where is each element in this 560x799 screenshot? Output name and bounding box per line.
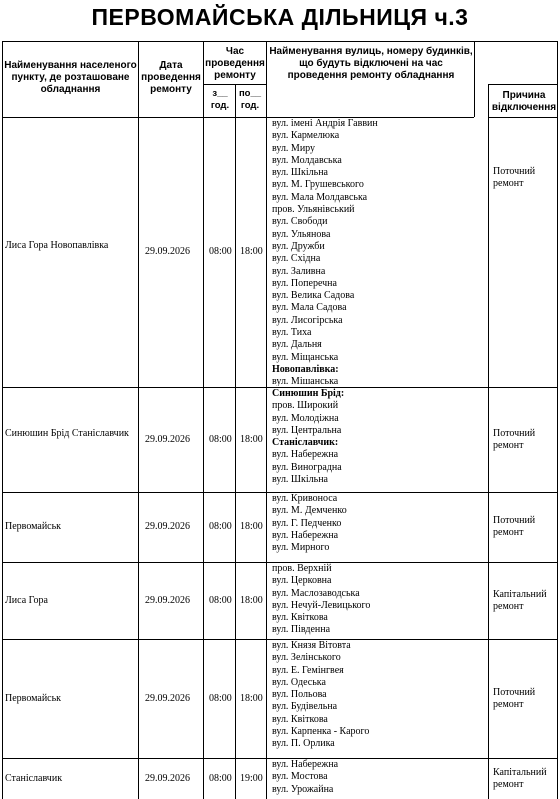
street-item: вул. Г. Педченко xyxy=(272,517,342,529)
street-item: вул. Міщанська xyxy=(272,351,339,363)
street-item: вул. Набережна xyxy=(272,529,339,541)
table-hline xyxy=(2,387,558,388)
from-time-cell: 08:00 xyxy=(209,246,232,257)
street-item: Синюшин Брід: xyxy=(272,388,345,399)
reason-cell: Поточний ремонт xyxy=(493,166,536,189)
street-item: пров. Верхній xyxy=(272,563,332,574)
street-item: вул. Шкільна xyxy=(272,474,328,486)
street-item: вул. Молодіжна xyxy=(272,412,339,424)
table-hline xyxy=(2,562,558,563)
table-vline xyxy=(266,41,267,799)
table-vline xyxy=(557,41,558,799)
street-item: вул. Мирного xyxy=(272,542,330,554)
to-time-cell: 18:00 xyxy=(240,692,263,704)
street-item: вул. Мала Садова xyxy=(272,302,347,314)
street-item: вул. Маслозаводська xyxy=(272,587,360,599)
header-to: по__ год. xyxy=(238,88,262,111)
street-item: вул. Князя Вітовта xyxy=(272,640,351,651)
table-vline xyxy=(138,41,139,799)
header-date: Дата проведення ремонту xyxy=(141,60,201,95)
page-title: ПЕРВОМАЙСЬКА ДІЛЬНИЦЯ ч.3 xyxy=(91,4,469,30)
street-item: вул. Нечуй-Левицького xyxy=(272,599,371,611)
date-cell: 29.09.2026 xyxy=(145,246,190,257)
table-hline xyxy=(488,84,558,85)
to-time-cell: 18:00 xyxy=(240,433,263,445)
street-item: вул. Одеська xyxy=(272,676,326,688)
date-cell: 29.09.2026 xyxy=(145,692,190,704)
reason-cell: Поточний ремонт xyxy=(493,515,536,538)
street-item: вул. Карпенка - Карого xyxy=(272,726,370,738)
street-item: вул. Свободи xyxy=(272,216,328,228)
from-time-cell: 08:00 xyxy=(209,433,232,445)
table-vline xyxy=(203,41,204,799)
settlement-cell: Первомайськ xyxy=(5,521,62,532)
street-item: вул. Мала Молдавська xyxy=(272,191,368,203)
table-hline xyxy=(2,117,474,118)
street-item: вул. М. Демченко xyxy=(272,505,347,517)
reason-cell: Капітальний ремонт xyxy=(493,766,547,790)
from-time-cell: 08:00 xyxy=(209,772,232,784)
settlement-cell: Первомайськ xyxy=(5,692,62,704)
header-settlement: Найменування населеного пункту, де розташоване обладнання xyxy=(4,60,137,95)
street-item: вул. Південна xyxy=(272,624,331,636)
to-time-cell: 18:00 xyxy=(240,246,263,257)
street-item: вул. Церковна xyxy=(272,575,332,587)
street-item: вул. Мішанська xyxy=(272,376,339,386)
header-streets: Найменування вулиць, номеру будинків, що будуть відключені на час проведення ремонту обладнання xyxy=(269,46,473,81)
header-reason: Причина відключення xyxy=(491,90,557,113)
date-cell: 29.09.2026 xyxy=(145,772,190,784)
settlement-cell: Лиса Гора xyxy=(5,594,48,606)
street-item: вул. Зелінського xyxy=(272,652,341,664)
street-item: вул. Польова xyxy=(272,689,327,701)
date-cell: 29.09.2026 xyxy=(145,594,190,606)
street-item: вул. Східна xyxy=(272,253,321,265)
street-item: Станіславчик: xyxy=(272,437,339,449)
street-item: вул. Урожайна xyxy=(272,783,334,795)
street-item: вул. Заливна xyxy=(272,265,326,277)
street-item: вул. Шкільна xyxy=(272,167,328,179)
street-item: вул. Е. Гемінгвея xyxy=(272,664,344,676)
reason-cell: Капітальний ремонт xyxy=(493,588,547,612)
from-time-cell: 08:00 xyxy=(209,594,232,606)
settlement-cell: Станіславчик xyxy=(5,772,63,784)
street-item: вул. М. Грушевського xyxy=(272,179,364,191)
date-cell: 29.09.2026 xyxy=(145,521,190,532)
date-cell: 29.09.2026 xyxy=(145,433,190,445)
settlement-cell: Синюшин Брід Станіславчик xyxy=(5,427,129,439)
street-item: вул. Дальня xyxy=(272,339,322,351)
street-item: вул. Квіткова xyxy=(272,612,328,624)
street-item: вул. Кривоноса xyxy=(272,493,338,504)
streets-list xyxy=(272,640,488,757)
from-time-cell: 08:00 xyxy=(209,692,232,704)
table-hline xyxy=(488,117,558,118)
street-item: вул. Центральна xyxy=(272,424,342,436)
table-hline xyxy=(2,758,558,759)
streets-list xyxy=(272,118,488,386)
to-time-cell: 19:00 xyxy=(240,772,263,784)
street-item: вул. Будівельна xyxy=(272,701,338,713)
street-item: вул. імені Андрія Гаввин xyxy=(272,118,378,129)
street-item: Новопавлівка: xyxy=(272,363,339,375)
reason-cell: Поточний ремонт xyxy=(493,686,536,710)
table-vline xyxy=(488,84,489,799)
street-item: вул. Виноградна xyxy=(272,461,342,473)
header-from: з__ год. xyxy=(210,88,230,111)
table-vline xyxy=(235,84,236,799)
street-item: вул. Велика Садова xyxy=(272,290,355,302)
streets-list xyxy=(272,493,488,561)
to-time-cell: 18:00 xyxy=(240,594,263,606)
street-item: вул. Дружби xyxy=(272,240,325,252)
table-vline xyxy=(474,41,475,117)
streets-list xyxy=(272,388,488,491)
street-item: вул. Квіткова xyxy=(272,713,328,725)
street-item: вул. Лисогірська xyxy=(272,314,343,326)
to-time-cell: 18:00 xyxy=(240,521,263,532)
settlement-cell: Лиса Гора Новопавлівка xyxy=(5,240,109,251)
street-item: вул. Набережна xyxy=(272,759,339,770)
street-item: вул. Поперечна xyxy=(272,277,337,289)
table-hline xyxy=(2,492,558,493)
header-time: Час проведення ремонту xyxy=(205,46,265,81)
from-time-cell: 08:00 xyxy=(209,521,232,532)
street-item: вул. Тиха xyxy=(272,327,312,339)
street-item: вул. П. Орлика xyxy=(272,738,335,750)
table-hline xyxy=(2,639,558,640)
table-vline xyxy=(2,41,3,799)
street-item: вул. Миру xyxy=(272,142,316,154)
street-item: вул. Ульянова xyxy=(272,228,331,240)
reason-cell: Поточний ремонт xyxy=(493,427,536,451)
street-item: вул. Кармелюка xyxy=(272,130,340,142)
street-item: вул. Молдавська xyxy=(272,154,342,166)
streets-list xyxy=(272,759,488,798)
street-item: вул. Мостова xyxy=(272,771,328,783)
streets-list xyxy=(272,563,488,638)
street-item: вул. Набережна xyxy=(272,449,339,461)
street-item: пров. Ульянівський xyxy=(272,204,355,216)
street-item: пров. Широкий xyxy=(272,400,339,412)
